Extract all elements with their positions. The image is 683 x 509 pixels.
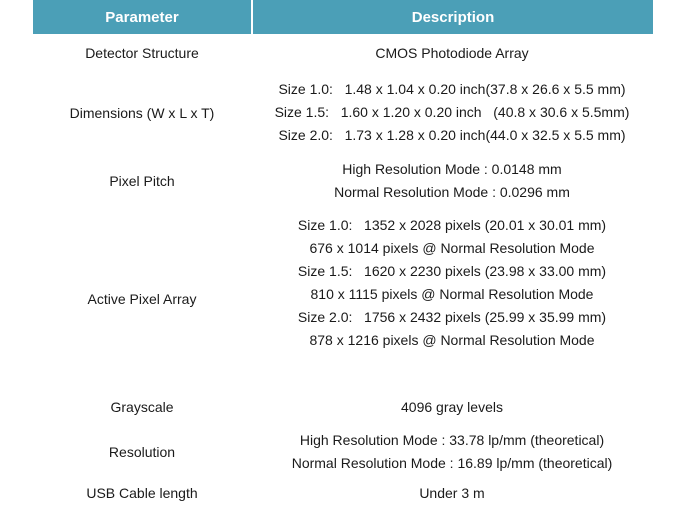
parameter-cell: Resolution — [108, 444, 176, 460]
description-line: CMOS Photodiode Array — [375, 44, 529, 61]
parameter-cell: Pixel Pitch — [109, 173, 175, 189]
description-line: Size 1.5: 1620 x 2230 pixels (23.98 x 33.00 mm) — [297, 263, 607, 279]
header-description: Description — [411, 8, 495, 26]
table-row-pixel-pitch — [33, 153, 653, 209]
description-line: High Resolution Mode : 33.78 lp/mm (theoretical) — [299, 432, 605, 448]
parameter-cell: USB Cable length — [86, 485, 198, 501]
parameter-cell: Active Pixel Array — [87, 291, 197, 307]
description-cell — [251, 34, 653, 72]
table-row-usb-cable-length — [33, 477, 653, 509]
description-line: 4096 gray levels — [401, 398, 503, 415]
parameter-cell: Grayscale — [110, 399, 174, 415]
description-line: Under 3 m — [419, 484, 485, 501]
description-line: Normal Resolution Mode : 16.89 lp/mm (theoretical) — [291, 455, 613, 471]
description-cell — [251, 477, 653, 509]
description-cell — [251, 153, 653, 209]
table-row-detector-structure — [33, 34, 653, 72]
description-cell — [251, 427, 653, 477]
description-line: Size 2.0: 1756 x 2432 pixels (25.99 x 35.99 mm) — [297, 309, 607, 325]
description-line: Normal Resolution Mode : 0.0296 mm — [334, 184, 570, 200]
parameter-cell: Dimensions (W x L x T) — [69, 104, 215, 121]
description-line: 878 x 1216 pixels @ Normal Resolution Mode — [309, 332, 595, 348]
description-line: Size 1.0: 1352 x 2028 pixels (20.01 x 30.01 mm) — [297, 217, 607, 233]
table-header — [33, 0, 653, 34]
description-line: Size 2.0: 1.73 x 1.28 x 0.20 inch(44.0 x 32.5 x 5.5 mm) — [278, 127, 626, 143]
description-line: Size 1.5: 1.60 x 1.20 x 0.20 inch (40.8 x 30.6 x 5.5mm) — [274, 104, 630, 120]
description-cell — [251, 387, 653, 427]
header-parameter: Parameter — [33, 0, 253, 34]
description-cell — [251, 211, 653, 387]
description-cell — [251, 72, 653, 153]
parameter-cell: Detector Structure — [85, 45, 199, 61]
table-row-dimensions — [33, 72, 653, 153]
table-row-grayscale — [33, 387, 653, 427]
spec-table — [33, 0, 653, 509]
table-row-active-pixel-array — [33, 209, 653, 387]
table-row-resolution — [33, 427, 653, 477]
description-line: Size 1.0: 1.48 x 1.04 x 0.20 inch(37.8 x 26.6 x 5.5 mm) — [278, 81, 626, 97]
description-line: High Resolution Mode : 0.0148 mm — [342, 161, 562, 177]
description-line: 676 x 1014 pixels @ Normal Resolution Mode — [309, 240, 595, 256]
description-line: 810 x 1115 pixels @ Normal Resolution Mode — [310, 286, 594, 302]
